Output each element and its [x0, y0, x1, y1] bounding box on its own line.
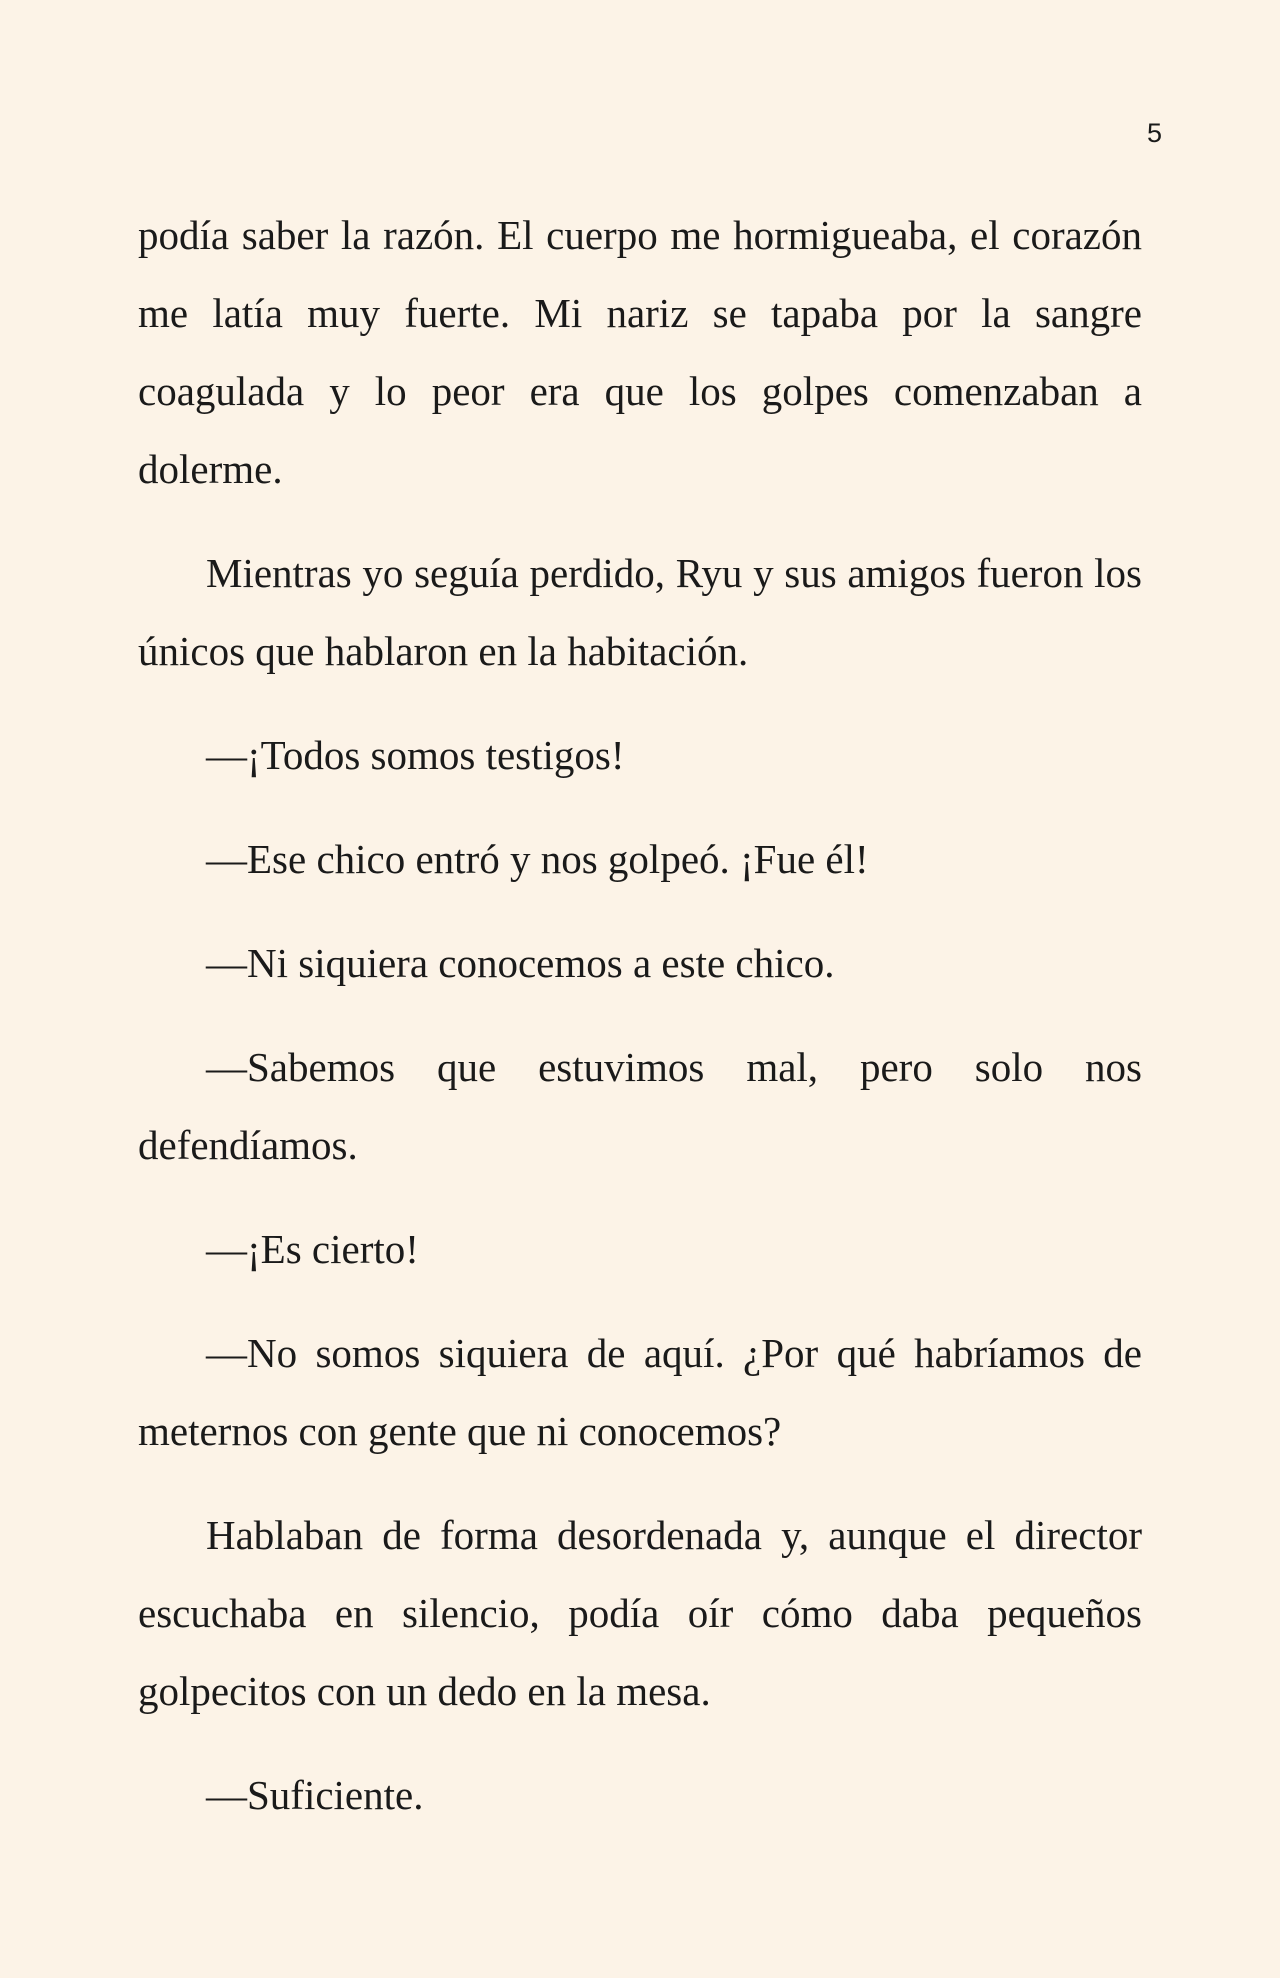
dialogue-line: —Sabemos que estuvimos mal, pero solo nos defendíamos.	[138, 1044, 1142, 1168]
dialogue-line: —Ni siquiera conocemos a este chico.	[206, 940, 835, 986]
paragraph-narration: Hablaban de forma desordenada y, aunque el director escuchaba en silencio, podía oír cómo daba pequeños golpecitos con un dedo en la mesa.	[138, 1512, 1142, 1714]
dialogue-line: —No somos siquiera de aquí. ¿Por qué habríamos de meternos con gente que ni conocemos?	[138, 1330, 1142, 1454]
page-body-text	[138, 196, 1142, 1860]
paragraph-continuation: podía saber la razón. El cuerpo me hormigueaba, el corazón me latía muy fuerte. Mi nariz se tapaba por la sangre coagulada y lo peor era que los golpes comenzaban a dolerme.	[138, 212, 1142, 492]
page-number: 5	[1146, 118, 1162, 148]
dialogue-line: —¡Todos somos testigos!	[206, 732, 625, 778]
dialogue-line: —¡Es cierto!	[206, 1226, 419, 1272]
dialogue-line: —Ese chico entró y nos golpeó. ¡Fue él!	[206, 836, 869, 882]
paragraph-narration: Mientras yo seguía perdido, Ryu y sus amigos fueron los únicos que hablaron en la habitación.	[138, 550, 1142, 674]
dialogue-line: —Suficiente.	[206, 1772, 424, 1818]
